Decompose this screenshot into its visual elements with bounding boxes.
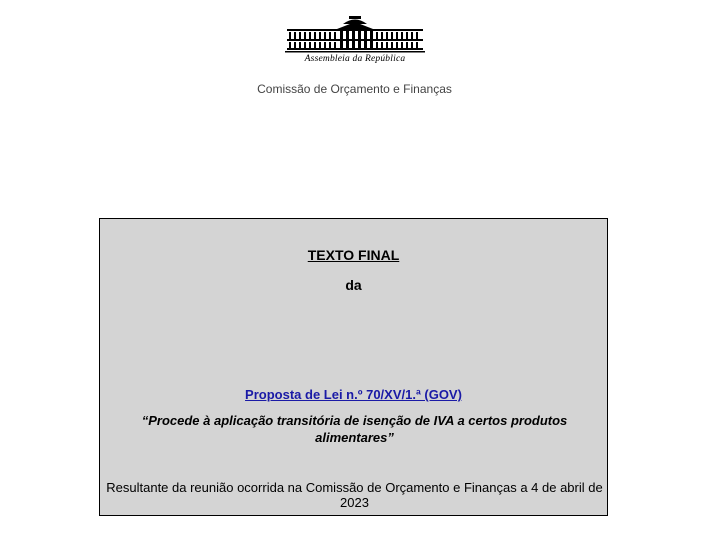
proposal-link[interactable]: Proposta de Lei n.º 70/XV/1.ª (GOV) — [245, 387, 462, 402]
result-note: Resultante da reunião ocorrida na Comissão de Orçamento e Finanças a 4 de abril de 2023 — [106, 480, 603, 510]
proposal-quote: “Procede à aplicação transitória de isenção de IVA a certos produtos alimentares” — [141, 413, 568, 445]
proposal-reference — [100, 387, 607, 402]
parliament-building-icon — [285, 16, 425, 54]
committee-name: Comissão de Orçamento e Finanças — [257, 82, 452, 96]
parliament-logo — [285, 16, 425, 66]
document-title: TEXTO FINAL — [307, 247, 400, 263]
document-subtitle: da — [345, 277, 362, 293]
institution-name: Assembleia da República — [304, 54, 406, 64]
document-cover-box — [99, 218, 608, 516]
